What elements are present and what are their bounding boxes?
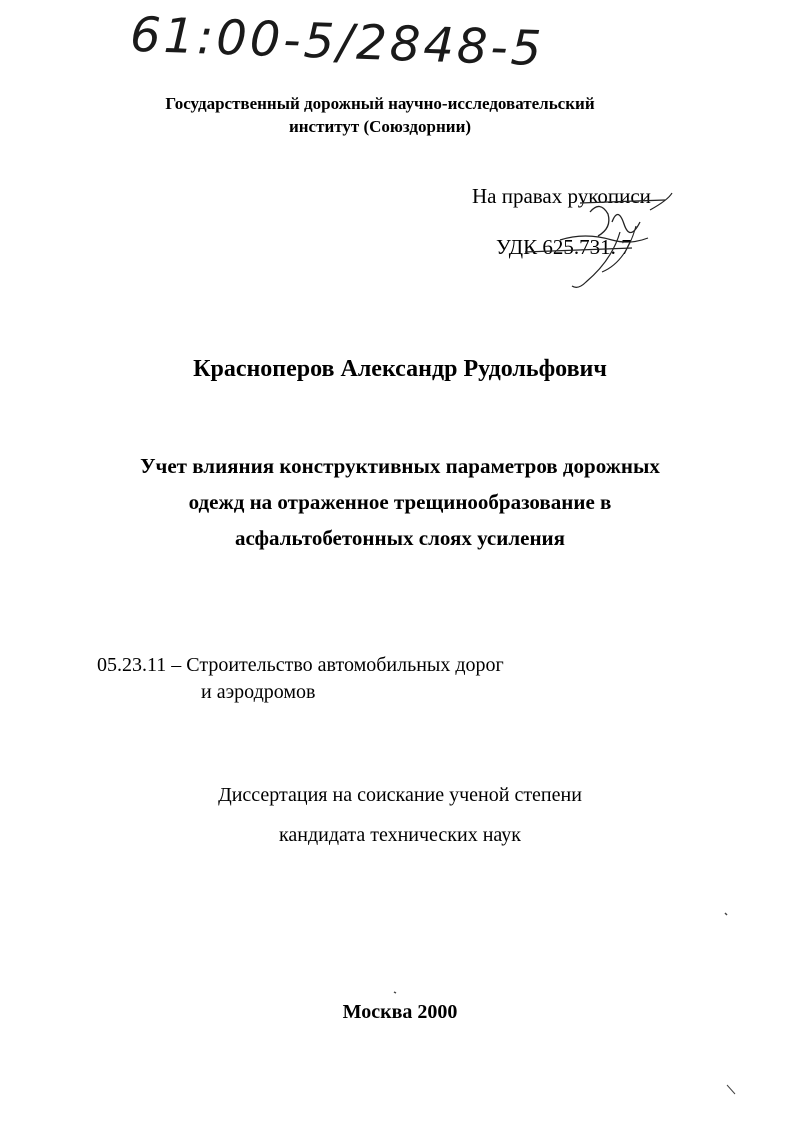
title-line-3: асфальтобетонных слоях усиления: [234, 526, 566, 550]
institution-line-2: институт (Союздорнии): [288, 117, 472, 136]
specialty-line-1: 05.23.11 – Строительство автомобильных дорог: [97, 654, 504, 676]
institution-name: [60, 92, 700, 138]
city-and-year: Москва 2000: [342, 1001, 458, 1023]
title-line-2: одежд на отраженное трещинообразование в: [188, 490, 612, 514]
degree-line-1: Диссертация на соискание ученой степени: [218, 784, 582, 806]
title-line-1: Учет влияния конструктивных параметров дорожных: [140, 454, 660, 478]
manuscript-rights-label: На правах рукописи: [472, 184, 651, 208]
archive-handwritten-number: 61:00-5/2848-5: [129, 6, 546, 78]
specialty-line-2: и аэродромов: [201, 681, 316, 703]
author-name: Красноперов Александр Рудольфович: [193, 356, 607, 382]
specialty-code: [97, 652, 504, 706]
institution-line-1: Государственный дорожный научно-исследовательский: [165, 94, 595, 113]
udk-code: УДК 625.731. 7: [496, 235, 632, 259]
degree-statement: [60, 775, 740, 855]
degree-line-2: кандидата технических наук: [278, 824, 522, 846]
dissertation-title: [60, 448, 740, 556]
